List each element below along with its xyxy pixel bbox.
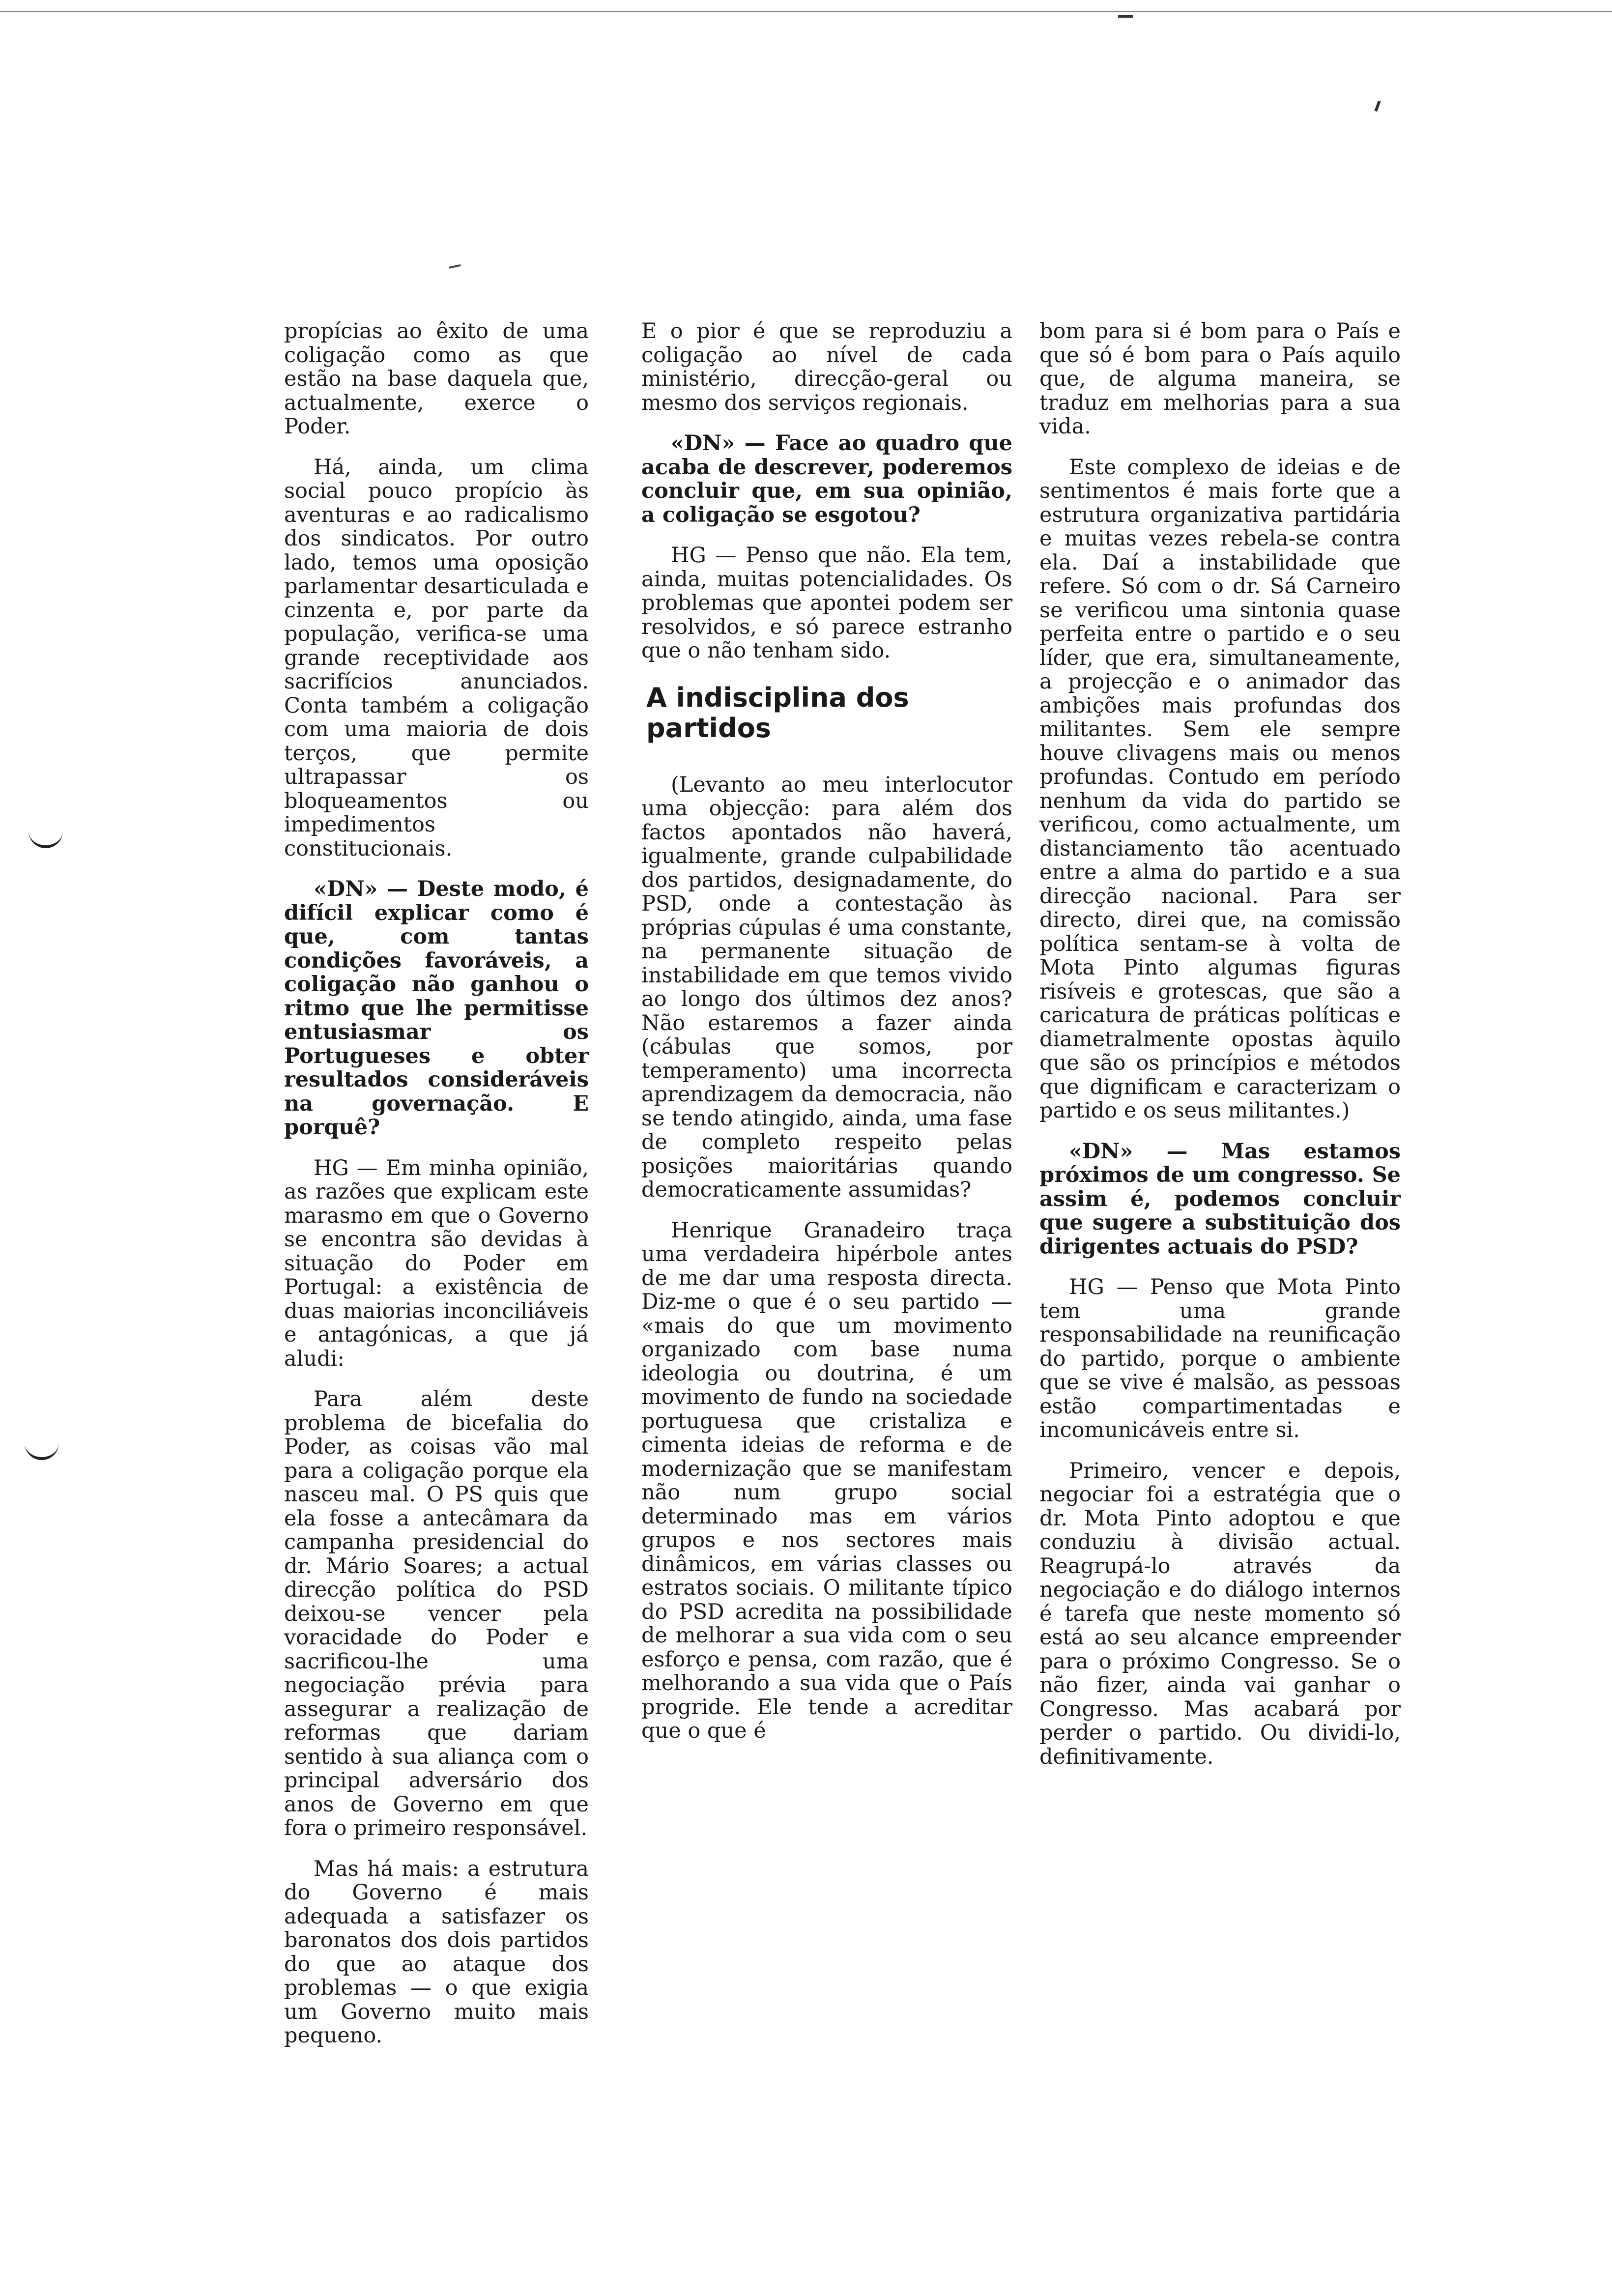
section-heading: A indisciplina dos partidos xyxy=(646,682,909,744)
paragraph: propícias ao êxito de uma coligação como as que estão na base daquela que, actualmente, exerce o Poder. xyxy=(284,319,589,439)
paragraph: bom para si é bom para o País e que só é bom para o País aquilo que, de alguma maneira, se traduz em melhorias para a sua vida. xyxy=(1039,319,1401,439)
interview-answer: HG — Em minha opinião, as razões que explicam este marasmo em que o Governo se encontra são devidas à situação do Poder em Portugal: a existência de duas maiorias inconciliáveis e antagónicas, a que já aludi: xyxy=(284,1155,589,1371)
interview-question: «DN» — Face ao quadro que acaba de descrever, poderemos concluir que, em sua opinião, a coligação se esgotou? xyxy=(641,431,1012,527)
interview-answer: HG — Penso que Mota Pinto tem uma grande responsabilidade na reunificação do partido, porque o ambiente que se vive é malsão, as pessoas estão compartimentadas e incomunicáveis entre si. xyxy=(1039,1275,1401,1442)
article-column-2 xyxy=(641,319,1012,1760)
paragraph: Para além deste problema de bicefalia do Poder, as coisas vão mal para a coligação porque ela nasceu mal. O PS quis que ela fosse a antecâmara da campanha presidencial do dr. Mário Soares; a actual direcção política do PSD deixou-se vencer pela voracidade do Poder e sacrificou-lhe uma negociação prévia para assegurar a realização de reformas que dariam sentido à sua aliança com o principal adversário dos anos de Governo em que fora o primeiro responsável. xyxy=(284,1387,589,1840)
interview-answer: HG — Penso que não. Ela tem, ainda, muitas potencialidades. Os problemas que apontei podem ser resolvidos, e só parece estranho que o não tenham sido. xyxy=(641,543,1012,663)
punch-hole-mark xyxy=(25,1437,59,1460)
punch-hole-mark xyxy=(29,826,63,848)
paragraph: (Levanto ao meu interlocutor uma objecção: para além dos factos apontados não haverá, igualmente, grande culpabilidade dos partidos, designadamente, do PSD, onde a contestação às próprias cúpulas é uma constante, na permanente situação de instabilidade em que temos vivido ao longo dos últimos dez anos? Não estaremos a fazer ainda (cábulas que somos, por temperamento) uma incorrecta aprendizagem da democracia, não se tendo atingido, ainda, uma fase de completo respeito pelas posições maioritárias quando democraticamente assumidas? xyxy=(641,772,1012,1202)
paragraph: Henrique Granadeiro traça uma verdadeira hipérbole antes de me dar uma resposta directa. Diz-me o que é o seu partido — «mais do que um movimento organizado com base numa ideologia ou doutrina, é um movimento de fundo na sociedade portuguesa que cristaliza e cimenta ideias de reforma e de modernização que se manifestam não num grupo social determinado mas em vários grupos e nos sectores mais dinâmicos, em várias classes ou estratos sociais. O militante típico do PSD acredita na possibilidade de melhorar a sua vida com o seu esforço e pensa, com razão, que é melhorando a sua vida que o País progride. Ele tende a acreditar que o que é xyxy=(641,1218,1012,1743)
scan-mark xyxy=(449,264,462,276)
paragraph: Mas há mais: a estrutura do Governo é mais adequada a satisfazer os baronatos dos dois partidos do que ao ataque dos problemas — o que exigia um Governo muito mais pequeno. xyxy=(284,1856,589,2048)
scan-top-border xyxy=(0,11,1612,12)
scan-mark xyxy=(1118,15,1133,18)
interview-question: «DN» — Deste modo, é difícil explicar como é que, com tantas condições favoráveis, a coligação não ganhou o ritmo que lhe permitisse entusiasmar os Portugueses e obter resultados consideráveis na governação. E porquê? xyxy=(284,877,589,1140)
paragraph: E o pior é que se reproduziu a coligação ao nível de cada ministério, direcção-geral ou mesmo dos serviços regionais. xyxy=(641,319,1012,415)
scan-mark xyxy=(1374,101,1381,112)
article-column-1 xyxy=(284,319,589,2065)
article-column-3 xyxy=(1039,319,1401,1785)
interview-question: «DN» — Mas estamos próximos de um congresso. Se assim é, podemos concluir que sugere a substituição dos dirigentes actuais do PSD? xyxy=(1039,1139,1401,1259)
paragraph: Primeiro, vencer e depois, negociar foi a estratégia que o dr. Mota Pinto adoptou e que conduziu à divisão actual. Reagrupá-lo através da negociação e do diálogo internos é tarefa que neste momento só está ao seu alcance empreender para o próximo Congresso. Se o não fizer, ainda vai ganhar o Congresso. Mas acabará por perder o partido. Ou dividi-lo, definitivamente. xyxy=(1039,1458,1401,1769)
paragraph: Este complexo de ideias e de sentimentos é mais forte que a estrutura organizativa partidária e muitas vezes rebela-se contra ela. Daí a instabilidade que refere. Só com o dr. Sá Carneiro se verificou uma sintonia quase perfeita entre o partido e o seu líder, que era, simultaneamente, a projecção e o animador das ambições mais profundas dos militantes. Sem ele sempre houve clivagens mais ou menos profundas. Contudo em período nenhum da vida do partido se verificou, como actualmente, um distanciamento tão acentuado entre a alma do partido e a sua direcção nacional. Para ser directo, direi que, na comissão política sentam-se à volta de Mota Pinto algumas figuras risíveis e grotescas, que são a caricatura de práticas políticas e diametralmente opostas àquilo que são os princípios e métodos que dignificam e caracterizam o partido e os seus militantes.) xyxy=(1039,455,1401,1123)
paragraph: Há, ainda, um clima social pouco propício às aventuras e ao radicalismo dos sindicatos. Por outro lado, temos uma oposição parlamentar desarticulada e cinzenta e, por parte da população, verifica-se uma grande receptividade aos sacrifícios anunciados. Conta também a coligação com uma maioria de dois terços, que permite ultrapassar os bloqueamentos ou impedimentos constitucionais. xyxy=(284,455,589,861)
